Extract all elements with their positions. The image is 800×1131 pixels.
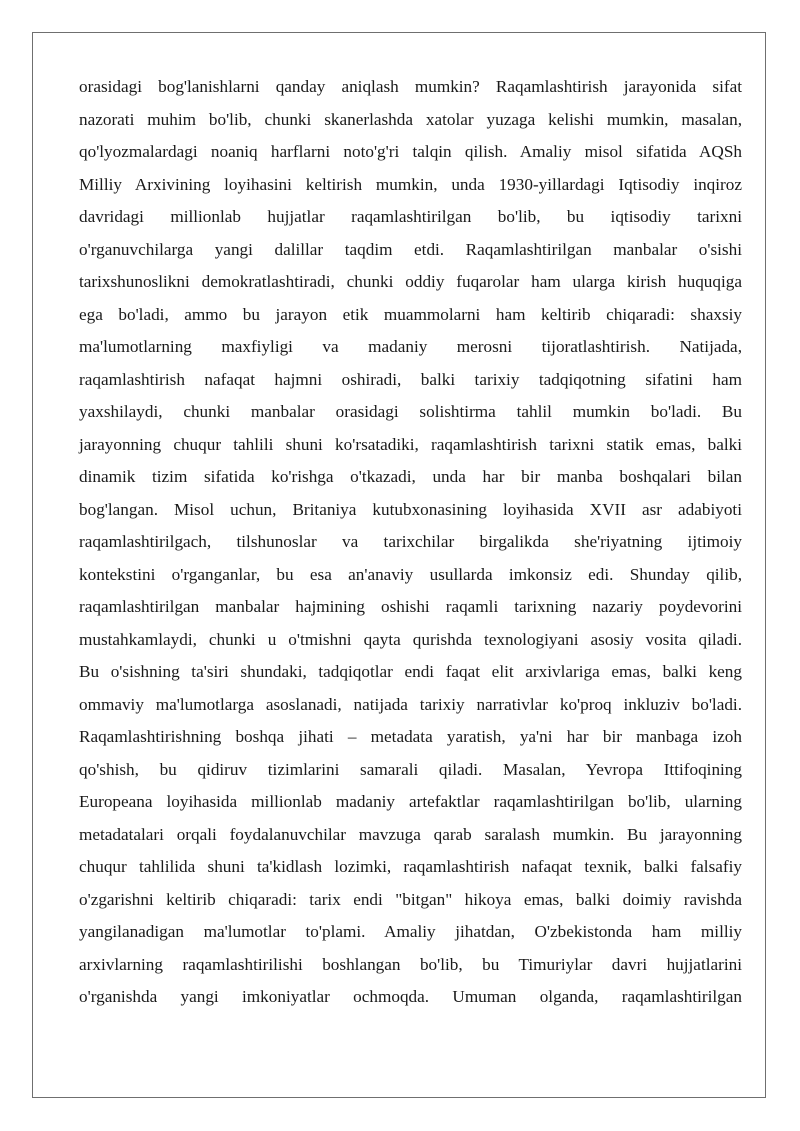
text-line: o'rganishda yangi imkoniyatlar ochmoqda. Umuman olganda, raqamlashtirilgan xyxy=(79,987,742,1006)
text-line: nazorati muhim bo'lib, chunki skanerlashda xatolar yuzaga kelishi mumkin, masalan, xyxy=(79,109,742,129)
text-line: qo'lyozmalardagi noaniq harflarni noto'g'ri talqin qilish. Amaliy misol sifatida AQSh xyxy=(79,142,742,161)
text-line: Bu o'sishning ta'siri shundaki, tadqiqotlar endi faqat elit arxivlariga emas, balki keng xyxy=(79,662,742,681)
text-line: jarayonning chuqur tahlili shuni ko'rsatadiki, raqamlashtirish tarixni statik emas, balki xyxy=(79,434,742,454)
text-line: ega bo'ladi, ammo bu jarayon etik muammolarni ham keltirib chiqaradi: shaxsiy xyxy=(79,304,742,324)
text-line: qo'shish, bu qidiruv tizimlarini samarali qiladi. Masalan, Yevropa Ittifoqining xyxy=(79,759,742,779)
text-line: mustahkamlaydi, chunki u o'tmishni qayta qurishda texnologiyani asosiy vosita qiladi. xyxy=(79,629,742,649)
text-line: bog'langan. Misol uchun, Britaniya kutubxonasining loyihasida XVII asr adabiyoti xyxy=(79,499,742,519)
text-line: Europeana loyihasida millionlab madaniy artefaktlar raqamlashtirilgan bo'lib, ularning xyxy=(79,792,742,811)
text-line: dinamik tizim sifatida ko'rishga o'tkazadi, unda har bir manba boshqalari bilan xyxy=(79,467,742,486)
text-line: o'rganuvchilarga yangi dalillar taqdim etdi. Raqamlashtirilgan manbalar o'sishi xyxy=(79,239,742,259)
text-line: raqamlashtirish nafaqat hajmni oshiradi, balki tarixiy tadqiqotning sifatini ham xyxy=(79,369,742,389)
text-line: ma'lumotlarning maxfiyligi va madaniy merosni tijoratlashtirish. Natijada, xyxy=(79,337,742,356)
text-line: tarixshunoslikni demokratlashtiradi, chunki oddiy fuqarolar ham ularga kirish huquqiga xyxy=(79,272,742,291)
text-line: raqamlashtirilgach, tilshunoslar va tarixchilar birgalikda she'riyatning ijtimoiy xyxy=(79,532,742,551)
text-line: ommaviy ma'lumotlarga asoslanadi, natijada tarixiy narrativlar ko'proq inkluziv bo'ladi. xyxy=(79,694,742,714)
text-line: arxivlarning raqamlashtirilishi boshlangan bo'lib, bu Timuriylar davri hujjatlarini xyxy=(79,954,742,974)
text-line: metadatalari orqali foydalanuvchilar mavzuga qarab saralash mumkin. Bu jarayonning xyxy=(79,824,742,844)
text-line: yaxshilaydi, chunki manbalar orasidagi solishtirma tahlil mumkin bo'ladi. Bu xyxy=(79,402,742,421)
text-line: o'zgarishni keltirib chiqaradi: tarix endi "bitgan" hikoya emas, balki doimiy ravishda xyxy=(79,889,742,909)
text-line: Raqamlashtirishning boshqa jihati – metadata yaratish, ya'ni har bir manbaga izoh xyxy=(79,727,742,746)
document-page xyxy=(32,32,766,1098)
text-line: Milliy Arxivining loyihasini keltirish mumkin, unda 1930-yillardagi Iqtisodiy inqiroz xyxy=(79,174,742,194)
text-line: yangilanadigan ma'lumotlar to'plami. Amaliy jihatdan, O'zbekistonda ham milliy xyxy=(79,922,742,941)
text-line: chuqur tahlilida shuni ta'kidlash lozimki, raqamlashtirish nafaqat texnik, balki falsafiy xyxy=(79,857,742,876)
body-paragraph xyxy=(79,71,742,1014)
text-line: raqamlashtirilgan manbalar hajmining oshishi raqamli tarixning nazariy poydevorini xyxy=(79,597,742,616)
text-line: davridagi millionlab hujjatlar raqamlashtirilgan bo'lib, bu iqtisodiy tarixni xyxy=(79,207,742,226)
text-line: kontekstini o'rganganlar, bu esa an'anaviy usullarda imkonsiz edi. Shunday qilib, xyxy=(79,564,742,584)
text-line: orasidagi bog'lanishlarni qanday aniqlash mumkin? Raqamlashtirish jarayonida sifat xyxy=(79,77,742,96)
